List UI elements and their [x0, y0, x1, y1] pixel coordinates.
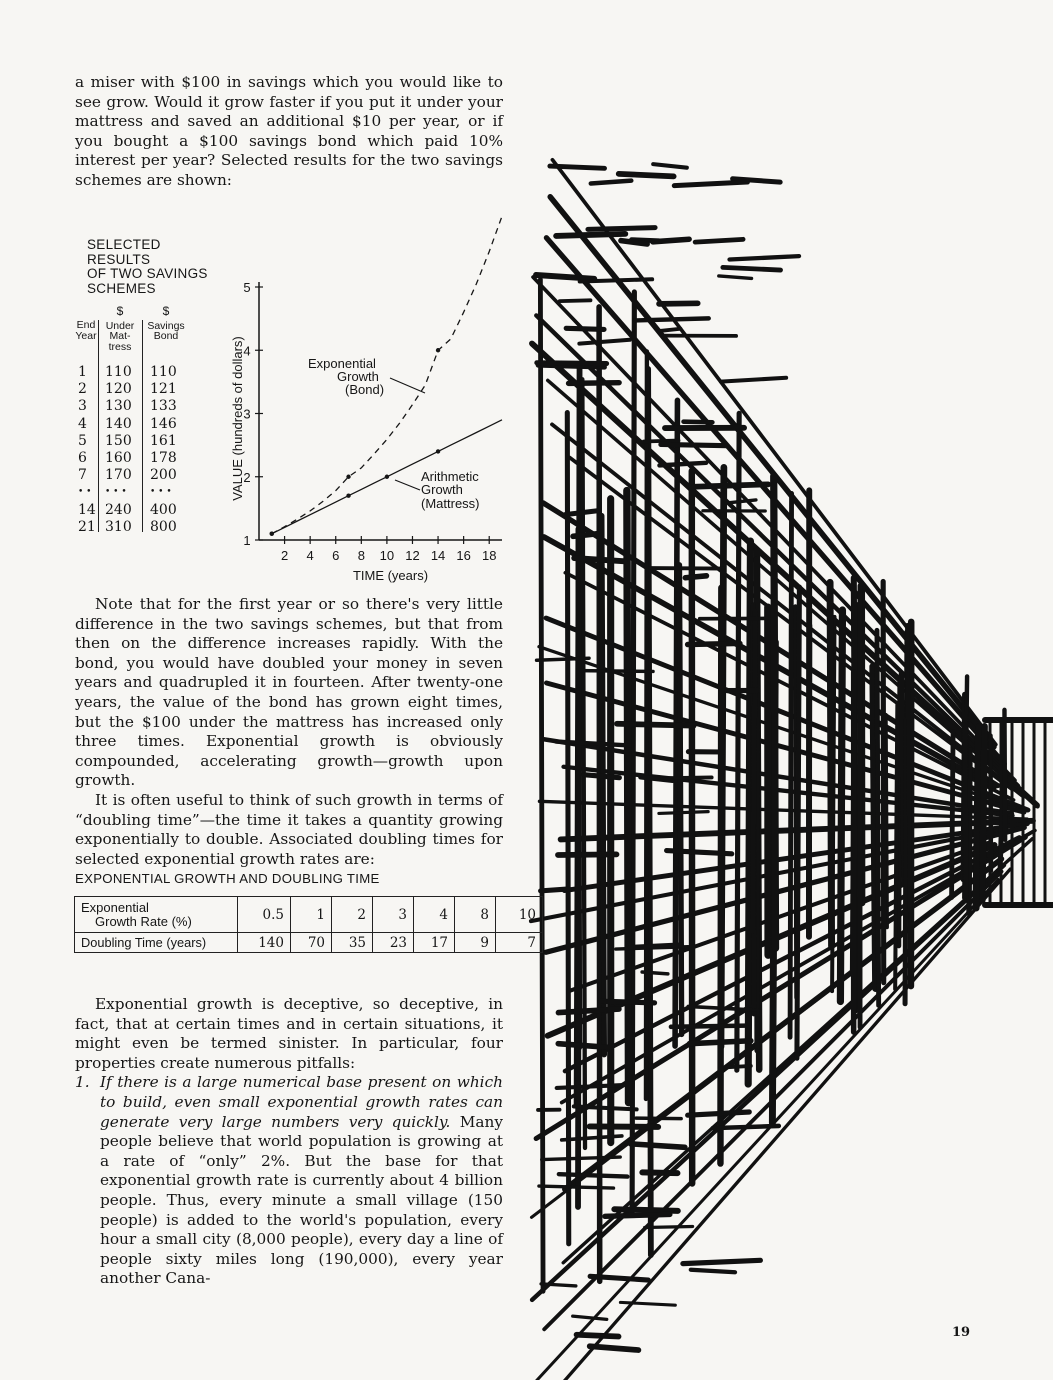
growth-rate-row [75, 897, 543, 933]
point-1-number: 1. [75, 1073, 90, 1092]
scaffold-stroke [537, 363, 607, 364]
y-tick-label: 4 [243, 343, 251, 359]
scaffold-stroke [580, 671, 653, 672]
arithmetic-label: (Mattress) [421, 496, 480, 511]
scaffold-stroke [579, 340, 630, 344]
scaffold-stroke [584, 775, 620, 778]
mattress-point [436, 449, 440, 453]
note-paragraph: Note that for the first year or so there's very little difference in the two savings schemes, but that from then on the difference increases rapidly. With the bond, you would have doubled your money in seven years and quadrupled it in fourteen. After twenty-one years, the value of the bond has grown eight times, but the $100 under the mattress has increased only three times. Exponential growth is obviously compounded, accelerating growth—growth upon growth. It is often useful to think of such growth in terms of “doubling time”—the time it takes a quantity growing exponentially to double. Associated doubling times for selected exponential growth rates are: [75, 595, 503, 868]
scaffold-stroke [627, 491, 629, 1103]
y-tick-label: 2 [243, 469, 251, 485]
scaffold-stroke [556, 234, 625, 236]
scaffold-stroke [601, 1001, 655, 1003]
intro-paragraph: a miser with $100 in savings which you would like to see grow. Would it grow faster if you put it under your mattress and saved an additional $10 per year, or if you bought a $100 savings bond which paid 10% interest per year? Selected results for the two savings schemes are shown: [75, 73, 503, 189]
scaffold-stroke [567, 413, 568, 1244]
y-tick-label: 5 [243, 280, 251, 295]
scaffold-stroke [558, 1044, 608, 1048]
doubling-time-label: Doubling Time (years) [75, 933, 238, 953]
scaffold-stroke [617, 724, 694, 726]
scaffold-stroke [560, 300, 591, 301]
scaffold-stroke [679, 565, 681, 1034]
scaffold-stroke [602, 516, 605, 1055]
scaffold-stroke [541, 1284, 576, 1286]
exponential-label: Growth [337, 369, 379, 384]
mattress-cell: 130 [105, 398, 132, 415]
scaffold-stroke [694, 484, 768, 486]
doubling-table-title: EXPONENTIAL GROWTH AND DOUBLING TIME [75, 871, 380, 886]
savings-table-title: SELECTED RESULTS OF TWO SAVINGS SCHEMES [87, 237, 208, 296]
y-tick-label: 1 [243, 533, 251, 548]
scaffold-stroke [720, 588, 721, 1164]
bond-cell: 121 [150, 381, 177, 398]
scaffold-stroke [721, 378, 786, 382]
scaffold-stroke [541, 889, 569, 891]
scaffold-stroke [667, 851, 732, 854]
point-1-italic: If there is a large numerical base present on which to build, even small exponential growth rates can generate very large numbers very quickly. [100, 1073, 503, 1131]
year-cell: 1 [78, 364, 87, 380]
scaffold-stroke [582, 379, 585, 1148]
doubling-time-table [74, 896, 543, 953]
mattress-cell: 140 [105, 415, 132, 432]
deceptive-paragraph: Exponential growth is deceptive, so deceptive, in fact, that at certain times and in certain situations, it might even be termed sinister. In particular, four properties create numerous pitfalls: 1. If there is a large numerical base present on which to build, even small exponential growth rates can generate very large numbers very quickly. Many people believe that world population is growing at a rate of “only” 2%. But the base for that exponential growth rate is currently about 4 billion people. Thus, every minute a small village (150 people) is added to the world's population, every hour a small city (8,000 people), every day a line of people sixty miles long (190,000), every year another Cana- [75, 995, 504, 1288]
scaffold-stroke [830, 582, 832, 946]
scaffold-stroke [797, 587, 799, 1058]
mattress-column [105, 364, 139, 536]
scaffold-stroke [713, 1126, 779, 1128]
scaffold-stroke [883, 581, 884, 982]
scaffold-stroke [577, 1335, 619, 1337]
scaffold-stroke [559, 1174, 627, 1176]
scaffold-stroke [635, 318, 709, 320]
arithmetic-label: Arithmetic [421, 469, 479, 484]
scaffold-stroke [574, 558, 625, 561]
scaffold-stroke [809, 625, 810, 919]
scaffold-stroke [536, 275, 594, 279]
scaffold-stroke [591, 181, 631, 184]
x-tick-label: 18 [481, 548, 497, 563]
scaffold-stroke [691, 1270, 735, 1273]
bond-series-line [272, 216, 502, 534]
scaffold-stroke [683, 1260, 760, 1263]
scaffold-stroke [752, 611, 755, 931]
year-cell: 21 [78, 518, 96, 535]
scaffold-stroke [674, 182, 747, 186]
x-tick-label: 6 [332, 548, 340, 563]
scaffold-stroke [1004, 710, 1005, 840]
scaffold-stroke [684, 422, 713, 423]
scaffold-stroke [719, 276, 752, 278]
mattress-cell: 240 [105, 501, 132, 518]
scaffold-stroke [557, 1085, 624, 1088]
mattress-cell: 110 [105, 364, 132, 380]
bond-cell: 110 [150, 364, 177, 380]
scaffold-stroke [774, 476, 776, 948]
scaffold-stroke [729, 256, 799, 259]
scaffold-stroke [566, 328, 604, 329]
time-cell: 35 [332, 933, 373, 953]
mattress-cell: 310 [105, 518, 132, 535]
scaffold-stroke [840, 610, 842, 1001]
scaffold-stroke [642, 1172, 677, 1173]
scaffold-stroke [539, 1186, 614, 1188]
table-divider [142, 320, 143, 532]
arithmetic-pointer [395, 480, 420, 490]
bond-column [150, 364, 184, 536]
scaffold-stroke [580, 279, 652, 281]
scaffold-stroke [546, 618, 1028, 810]
scaffold-stroke [982, 726, 984, 900]
scaffold-stroke [614, 1209, 678, 1211]
scaffold-stroke [573, 534, 597, 537]
scaffold-stroke [895, 705, 897, 989]
scaffold-stroke [632, 292, 634, 1213]
mattress-point [270, 531, 274, 535]
scaffold-stroke [688, 1112, 750, 1115]
scaffold-stroke [685, 576, 706, 578]
scaffold-stroke [653, 239, 689, 242]
bond-header: $ Savings Bond [147, 304, 185, 342]
bond-cell: 146 [150, 415, 177, 432]
scaffold-stroke [729, 500, 755, 503]
rate-cell: 10 [496, 897, 543, 933]
scaffold-stroke [790, 493, 791, 1037]
bond-cell: 400 [150, 501, 177, 518]
bond-cell: 800 [150, 518, 177, 535]
x-tick-label: 10 [379, 548, 395, 563]
year-cell: 5 [78, 432, 87, 449]
bond-point [346, 475, 350, 479]
rate-cell: 0.5 [238, 897, 291, 933]
scaffold-stroke [969, 750, 970, 914]
x-tick-label: 16 [456, 548, 471, 563]
x-tick-label: 4 [306, 548, 314, 563]
year-cell: 2 [78, 381, 87, 398]
scaffold-stroke [748, 541, 750, 1084]
growth-rate-label: Exponential Growth Rate (%) [75, 897, 238, 933]
x-tick-label: 14 [430, 548, 446, 563]
scaffold-stroke [907, 625, 910, 912]
scaffold-stroke [688, 643, 740, 644]
mattress-point [385, 475, 389, 479]
scaffold-stroke [630, 945, 681, 948]
scaffold-stroke [565, 511, 597, 515]
year-cell: 4 [78, 415, 87, 432]
mattress-cell: 170 [105, 467, 132, 484]
bond-cell: 161 [150, 432, 177, 449]
exponential-label: Exponential [308, 356, 376, 371]
scaffold-stroke [671, 1026, 746, 1027]
table-divider [98, 320, 99, 532]
scaffold-stroke [659, 329, 681, 331]
scaffold-stroke [689, 1041, 750, 1044]
scaffold-stroke [631, 1144, 685, 1147]
mattress-point [346, 494, 350, 498]
rate-cell: 4 [414, 897, 455, 933]
scaffold-stroke [590, 1346, 639, 1350]
bond-cell: 178 [150, 450, 177, 467]
point-1-text: Many people believe that world population is growing at a rate of “only” 2%. But the base for that exponential growth rate is currently about 4 billion people. Thus, every minute a small village (150 people) is added to the world's population, every hour a small city (8,000 people), every day a line of people sixty miles long (190,000), every year another Cana- [100, 1112, 504, 1288]
doubling-paragraph: It is often useful to think of such growth in terms of “doubling time”—the time it takes a quantity growing exponentially to double. Associated doubling times for selected exponential growth rates are: [75, 790, 503, 868]
scaffold-stroke [661, 444, 727, 445]
scaffold-stroke [651, 568, 723, 569]
scaffold-stroke [558, 854, 617, 855]
scaffold-stroke [659, 303, 698, 304]
mattress-cell: 120 [105, 381, 132, 398]
mattress-header: $ Under Mat- tress [105, 304, 135, 353]
exponential-label: (Bond) [345, 382, 385, 397]
time-cell: 7 [496, 933, 543, 953]
scaffold-stroke [725, 1066, 751, 1067]
y-axis-label: VALUE (hundreds of dollars) [230, 336, 245, 501]
scaffold-stroke [605, 1214, 670, 1216]
scaffold-stroke [659, 463, 706, 466]
x-tick-label: 2 [280, 548, 289, 563]
bond-point [436, 348, 440, 352]
bond-cell: • • • [150, 487, 172, 498]
scaffold-stroke [588, 228, 655, 230]
year-column [78, 364, 96, 536]
scaffold-stroke [976, 727, 979, 908]
scaffold-stroke [653, 164, 687, 168]
scaffold-stroke [644, 440, 679, 441]
rate-cell: 1 [291, 897, 332, 933]
year-cell: 14 [78, 501, 96, 518]
scaffold-stroke [695, 239, 743, 242]
mattress-cell: 160 [105, 450, 132, 467]
rate-cell: 8 [455, 897, 496, 933]
x-tick-label: 12 [405, 548, 420, 563]
doubling-time-row [75, 933, 543, 953]
point-1 [75, 1073, 503, 1289]
mattress-cell: 150 [105, 432, 132, 449]
scaffold-stroke [636, 1118, 681, 1119]
rate-cell: 3 [373, 897, 414, 933]
time-cell: 23 [373, 933, 414, 953]
scaffold-stroke [621, 241, 647, 244]
end-year-header: End Year [75, 319, 97, 342]
exponential-pointer [390, 378, 425, 393]
scaffold-stroke [952, 732, 954, 898]
scaffold-stroke [578, 368, 580, 1207]
scaffold-stroke [645, 1226, 693, 1227]
scaffold-stroke [659, 812, 708, 814]
arithmetic-label: Growth [421, 482, 463, 497]
scaffold-stroke [599, 307, 600, 1281]
scaffold-stroke [877, 630, 879, 1005]
mattress-cell: • • • [105, 487, 127, 498]
scaffold-stroke [558, 1009, 618, 1013]
year-cell: 3 [78, 398, 87, 415]
time-cell: 17 [414, 933, 455, 953]
x-axis-label: TIME (years) [352, 568, 429, 583]
time-cell: 70 [291, 933, 332, 953]
scaffold-stroke [537, 658, 590, 660]
bond-cell: 200 [150, 467, 177, 484]
year-cell: 6 [78, 450, 87, 467]
year-cell: 7 [78, 467, 87, 484]
scaffold-stroke [723, 267, 781, 270]
scaffold-stroke [550, 166, 605, 168]
scaffold-stroke [540, 280, 543, 1292]
rate-cell: 2 [332, 897, 373, 933]
scaffold-stroke [642, 972, 668, 974]
savings-growth-chart [225, 210, 510, 590]
scaffold-stroke [964, 714, 966, 896]
scaffold-stroke [573, 1316, 607, 1319]
time-cell: 9 [455, 933, 496, 953]
x-tick-label: 8 [357, 548, 365, 563]
year-cell: • • [78, 487, 92, 498]
y-tick-label: 3 [243, 406, 251, 422]
scaffold-stroke [619, 174, 674, 177]
bond-cell: 133 [150, 398, 177, 415]
page-number: 19 [952, 1325, 971, 1340]
time-cell: 140 [238, 933, 291, 953]
scaffold-stroke [569, 383, 620, 384]
